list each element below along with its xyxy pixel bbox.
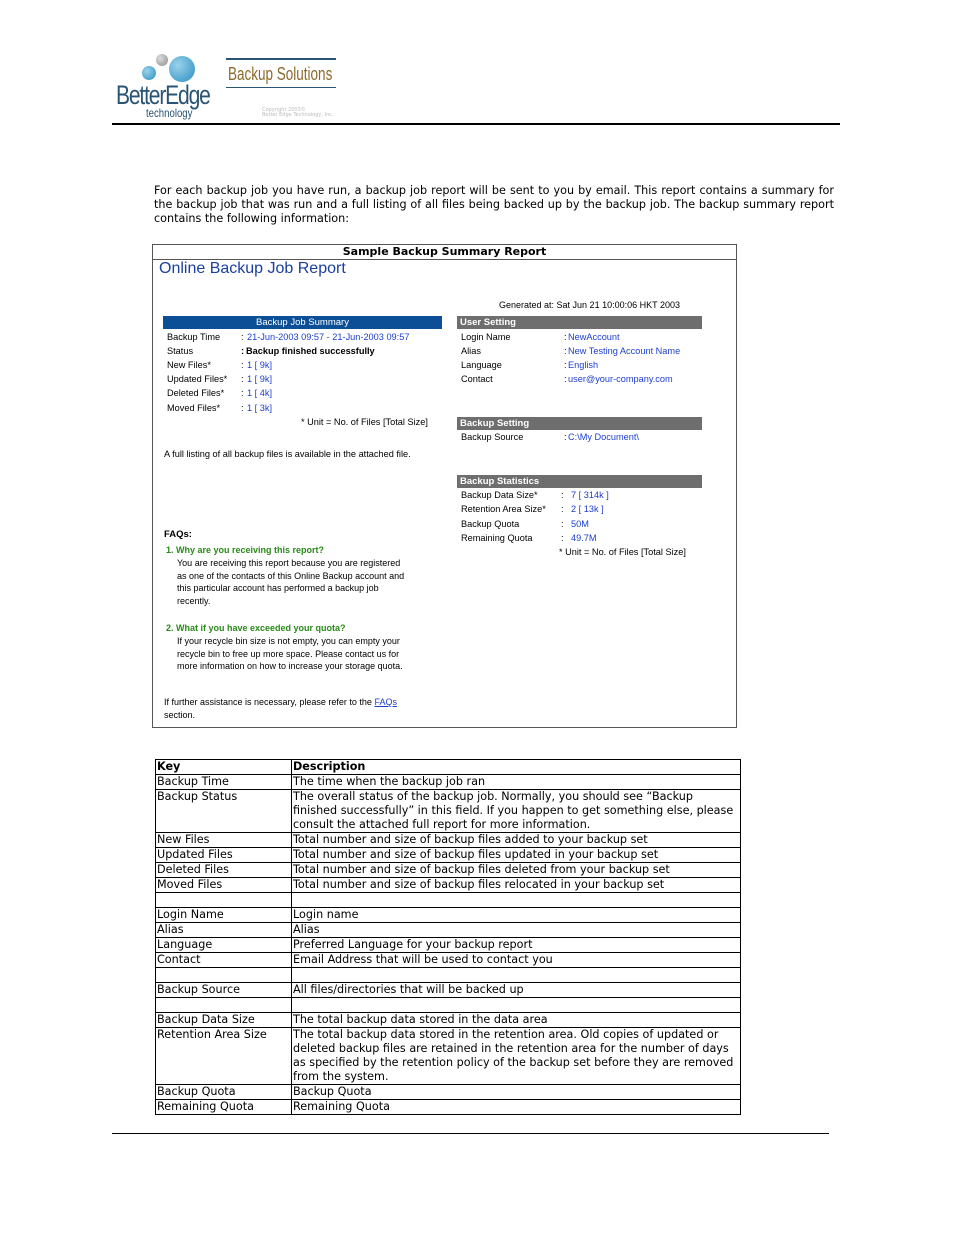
key-description-table <box>155 759 741 1115</box>
summary-value: 1 [ 4k] <box>247 388 273 398</box>
user-value: English <box>568 360 599 370</box>
faq-answer-line: more information on how to increase your storage quota. <box>177 661 403 672</box>
table-row <box>156 848 741 863</box>
stats-value: 49.7M <box>571 533 597 543</box>
summary-colon: : <box>241 403 244 413</box>
user-label: Alias <box>461 346 481 356</box>
summary-label: Deleted Files* <box>167 388 225 398</box>
description-cell: Total number and size of backup files added to your backup set <box>292 833 741 848</box>
user-colon: : <box>564 332 567 342</box>
table-row <box>156 923 741 938</box>
key-cell: Remaining Quota <box>156 1100 292 1115</box>
table-row <box>156 863 741 878</box>
summary-label: New Files* <box>167 360 211 370</box>
description-cell: Backup Quota <box>292 1085 741 1100</box>
sample-report <box>152 244 737 728</box>
key-cell: Deleted Files <box>156 863 292 878</box>
backup-setting-heading: Backup Setting <box>457 417 702 430</box>
assistance-line <box>164 696 397 709</box>
stats-value: 2 [ 13k ] <box>571 504 604 514</box>
faq-question: 1. Why are you receiving this report? <box>166 545 325 555</box>
key-cell <box>156 893 292 908</box>
logo-dot-small <box>142 66 156 80</box>
faq-answer-line: If your recycle bin size is not empty, you can empty your <box>177 636 400 646</box>
stats-label: Backup Quota <box>461 519 520 529</box>
assistance-text: If further assistance is necessary, please refer to the <box>164 697 372 707</box>
table-row <box>156 775 741 790</box>
key-cell: Retention Area Size <box>156 1028 292 1085</box>
summary-value: 1 [ 3k] <box>247 403 273 413</box>
assistance-note <box>164 696 397 721</box>
summary-colon: : <box>241 360 244 370</box>
summary-label: Moved Files* <box>167 403 221 413</box>
description-cell <box>292 968 741 983</box>
key-cell: Moved Files <box>156 878 292 893</box>
footer-rule <box>112 1133 829 1134</box>
user-label: Contact <box>461 374 493 384</box>
description-cell: The overall status of the backup job. Normally, you should see “Backup finished successfully” in this field. If you happen to get something else, please consult the attached full report for more information. <box>292 790 741 833</box>
summary-label: Updated Files* <box>167 374 228 384</box>
description-cell: Alias <box>292 923 741 938</box>
user-value: New Testing Account Name <box>568 346 681 356</box>
report-caption: Sample Backup Summary Report <box>153 245 736 260</box>
description-cell: The total backup data stored in the data area <box>292 1013 741 1028</box>
logo-dot-medium <box>156 54 168 66</box>
faq-answer-line: You are receiving this report because you are registered <box>177 558 401 568</box>
table-header-row <box>156 760 741 775</box>
report-title: Online Backup Job Report <box>159 260 346 277</box>
logo-text: BetterEdge <box>116 80 210 110</box>
intro-paragraph: For each backup job you have run, a backup job report will be sent to you by email. This report contains a summary for the backup job that was run and a full listing of all files being backed up by the backup job. The backup summary report contains the following information: <box>154 184 834 225</box>
stats-colon: : <box>561 519 564 529</box>
description-cell: Email Address that will be used to contact you <box>292 953 741 968</box>
stats-colon: : <box>561 533 564 543</box>
user-label: Login Name <box>461 332 511 342</box>
header-rule <box>112 123 840 125</box>
copyright-line: Copyright 2003© <box>262 107 306 113</box>
table-row <box>156 893 741 908</box>
backup-setting-colon: : <box>564 432 567 442</box>
stats-label: Backup Data Size* <box>461 490 538 500</box>
description-cell: Preferred Language for your backup report <box>292 938 741 953</box>
table-row <box>156 968 741 983</box>
description-cell: Total number and size of backup files deleted from your backup set <box>292 863 741 878</box>
stats-value: 7 [ 314k ] <box>571 490 609 500</box>
table-row <box>156 1085 741 1100</box>
description-cell <box>292 998 741 1013</box>
key-cell: Backup Source <box>156 983 292 998</box>
user-label: Language <box>461 360 502 370</box>
table-row <box>156 908 741 923</box>
key-cell: Backup Status <box>156 790 292 833</box>
key-cell <box>156 968 292 983</box>
stats-value: 50M <box>571 519 589 529</box>
stats-label: Remaining Quota <box>461 533 533 543</box>
table-row <box>156 938 741 953</box>
table-row <box>156 1100 741 1115</box>
faq-answer-line: this particular account has performed a backup job <box>177 583 379 594</box>
user-value: NewAccount <box>568 332 620 342</box>
table-row <box>156 983 741 998</box>
stats-colon: : <box>561 504 564 514</box>
backup-statistics-heading: Backup Statistics <box>457 475 702 488</box>
table-row <box>156 1028 741 1085</box>
summary-colon: : <box>241 374 244 384</box>
table-row <box>156 998 741 1013</box>
description-cell: Total number and size of backup files updated in your backup set <box>292 848 741 863</box>
user-colon: : <box>564 346 567 356</box>
summary-unit-note: * Unit = No. of Files [Total Size] <box>301 417 428 427</box>
copyright <box>262 108 334 118</box>
backup-setting-value: C:\My Document\ <box>568 432 639 442</box>
faqs-link[interactable]: FAQs <box>374 697 397 707</box>
description-cell: Total number and size of backup files relocated in your backup set <box>292 878 741 893</box>
description-cell: Login name <box>292 908 741 923</box>
user-colon: : <box>564 374 567 384</box>
table-row <box>156 878 741 893</box>
description-cell <box>292 893 741 908</box>
logo-subtext: technology <box>146 106 193 120</box>
header-key: Key <box>156 760 292 775</box>
key-cell: Contact <box>156 953 292 968</box>
logo-dot-large <box>169 56 195 82</box>
key-cell: Backup Data Size <box>156 1013 292 1028</box>
key-cell: Login Name <box>156 908 292 923</box>
key-cell: New Files <box>156 833 292 848</box>
key-cell: Backup Quota <box>156 1085 292 1100</box>
user-contact-value: user@your-company.com <box>568 374 673 384</box>
summary-listing-note: A full listing of all backup files is available in the attached file. <box>164 449 411 459</box>
backup-setting-label: Backup Source <box>461 432 524 442</box>
summary-heading: Backup Job Summary <box>163 316 442 329</box>
table-row <box>156 1013 741 1028</box>
description-cell: Remaining Quota <box>292 1100 741 1115</box>
description-cell: All files/directories that will be backed up <box>292 983 741 998</box>
key-cell <box>156 998 292 1013</box>
faq-answer <box>177 557 404 608</box>
user-colon: : <box>564 360 567 370</box>
product-rule-top <box>226 58 336 60</box>
table-row <box>156 953 741 968</box>
product-name: Backup Solutions <box>228 64 333 84</box>
summary-value: 1 [ 9k] <box>247 360 273 370</box>
faq-heading: FAQs: <box>164 529 192 540</box>
summary-colon: : <box>241 388 244 398</box>
faq-answer <box>177 635 403 673</box>
description-cell: The time when the backup job ran <box>292 775 741 790</box>
faq-question: 2. What if you have exceeded your quota? <box>166 623 346 633</box>
table-row <box>156 790 741 833</box>
header-description: Description <box>292 760 741 775</box>
faq-answer-line: as one of the contacts of this Online Backup account and <box>177 570 405 581</box>
summary-colon: : <box>241 332 244 342</box>
summary-status-value: Backup finished successfully <box>246 346 375 356</box>
key-cell: Updated Files <box>156 848 292 863</box>
faq-answer-line: recycle bin to free up more space. Please contact us for <box>177 648 400 659</box>
assistance-text-end: section. <box>164 709 196 720</box>
faq-answer-line: recently. <box>177 596 211 607</box>
copyright-line: Better Edge Technology, Inc. <box>262 112 334 118</box>
summary-label: Status <box>167 346 194 356</box>
description-cell: The total backup data stored in the retention area. Old copies of updated or deleted backup files are retained in the retention area for the number of days as specified by the retention policy of the backup set before they are removed from the system. <box>292 1028 741 1085</box>
stats-unit-note: * Unit = No. of Files [Total Size] <box>559 547 686 557</box>
product-rule-bottom <box>226 87 336 88</box>
table-row <box>156 833 741 848</box>
summary-colon: : <box>241 346 245 356</box>
user-setting-heading: User Setting <box>457 316 702 329</box>
stats-colon: : <box>561 490 564 500</box>
key-cell: Language <box>156 938 292 953</box>
report-generated: Generated at: Sat Jun 21 10:00:06 HKT 2003 <box>499 300 680 310</box>
summary-value: 21-Jun-2003 09:57 - 21-Jun-2003 09:57 <box>247 332 410 342</box>
summary-value: 1 [ 9k] <box>247 374 273 384</box>
summary-label: Backup Time <box>167 332 221 342</box>
key-cell: Backup Time <box>156 775 292 790</box>
stats-label: Retention Area Size* <box>461 504 546 514</box>
key-cell: Alias <box>156 923 292 938</box>
